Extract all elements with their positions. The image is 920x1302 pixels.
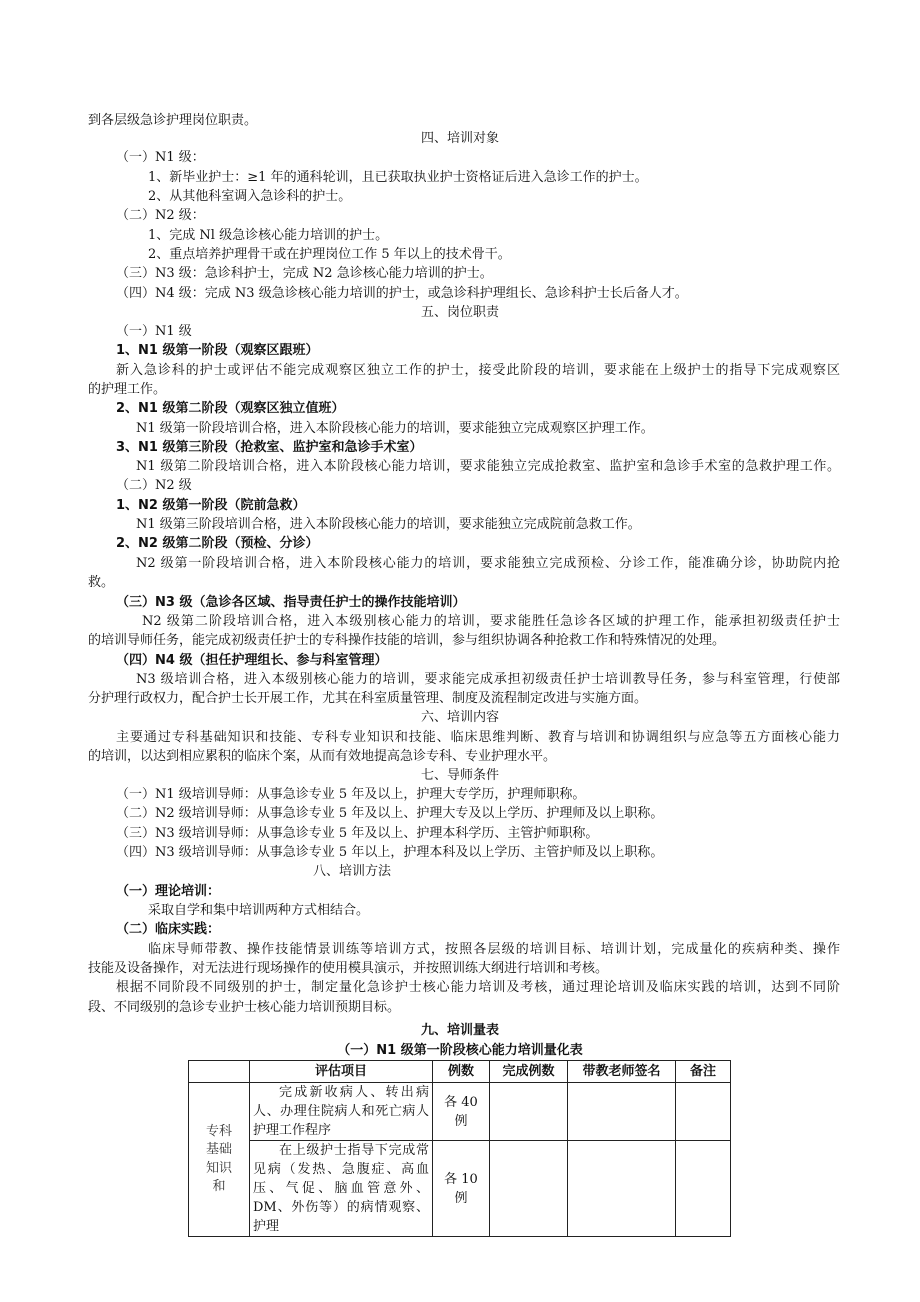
table-title: （一）N1 级第一阶段核心能力培训量化表 [337,1043,583,1058]
item-cell: 完成新收病人、转出病人、办理住院病人和死亡病人护理工作程序 [250,1083,433,1141]
paragraph-line: 段、不同级别的急诊专业护士核心能力培训预期目标。 [88,1000,401,1015]
section-heading: 七、导师条件 [420,768,499,783]
note-cell[interactable] [676,1141,731,1237]
paragraph-line: N2 级第二阶段培训合格，进入本级别核心能力的培训，要求能胜任急诊各区域的护理工作，能承担初级责任护士 [142,614,840,629]
paragraph-line: N1 级第二阶段培训合格，进入本阶段核心能力培训，要求能独立完成抢救室、监护室和急诊手术室的急救护理工作。 [136,459,840,474]
paragraph-line: N3 级培训合格，进入本级别核心能力的培训，要求能完成承担初级责任护士培训教导任务，参与科室管理，行使部 [136,672,840,687]
bold-heading: 2、N2 级第二阶段（预检、分诊） [116,536,319,551]
list-item: 2、从其他科室调入急诊科的护士。 [148,189,352,204]
list-item: 2、重点培养护理骨干或在护理岗位工作 5 年以上的技术骨干。 [148,247,511,262]
list-item: （三）N3 级培训导师：从事急诊专业 5 年及以上、护理本科学历、主管护师职称。 [116,826,599,841]
paragraph-line: 技能及设备操作，对无法进行现场操作的使用模具演示，并按照训练大纲进行培训和考核。 [88,961,609,976]
bold-heading: 2、N1 级第二阶段（观察区独立值班） [116,401,345,416]
paragraph-line: 临床导师带教、操作技能情景训练等培训方式，按照各层级的培训目标、培训计划，完成量化的疾病种类、操作 [148,942,840,957]
subheading: （二）N2 级 [116,478,192,493]
bold-heading: （三）N3 级（急诊各区域、指导责任护士的操作技能培训） [116,595,466,610]
count-cell: 各 10 例 [433,1141,490,1237]
bold-heading: （一）理论培训： [116,884,221,899]
subheading: （一）N1 级： [116,150,205,165]
list-item: （一）N1 级培训导师：从事急诊专业 5 年及以上，护理大专学历，护理师职称。 [116,787,586,802]
header-note: 备注 [676,1061,731,1083]
header-blank [189,1061,250,1083]
section-heading: 九、培训量表 [420,1023,499,1038]
header-item: 评估项目 [250,1061,433,1083]
table-header-row [189,1061,731,1083]
table-row [189,1083,731,1141]
bold-heading: 1、N2 级第一阶段（院前急救） [116,498,306,513]
item-cell: 在上级护士指导下完成常见病（发热、急腹症、高血压、气促、脑血管意外、DM、外伤等）的病情观察、护理 [250,1141,433,1237]
section-heading: 五、岗位职责 [420,305,499,320]
list-item: （四）N3 级培训导师：从事急诊专业 5 年以上，护理本科及以上学历、主管护师及以上职称。 [116,845,664,860]
paragraph-line: 主要通过专科基础知识和技能、专科专业知识和技能、临床思维判断、教育与培训和协调组织与应急等五方面核心能力 [116,730,840,745]
section-heading: 四、培训对象 [420,131,499,146]
category-cell: 专科基础知识和 [189,1083,250,1237]
paragraph-line: N2 级第一阶段培训合格，进入本阶段核心能力的培训，要求能独立完成预检、分诊工作，能准确分诊，协助院内抢 [136,556,840,571]
bold-heading: （二）临床实践： [116,922,221,937]
list-item: （三）N3 级：急诊科护士，完成 N2 急诊核心能力培训的护士。 [116,266,493,281]
paragraph-line: 采取自学和集中培训两种方式相结合。 [148,903,370,918]
table-row [189,1141,731,1237]
list-item: （二）N2 级培训导师：从事急诊专业 5 年及以上、护理大专及以上学历、护理师及以上职称。 [116,806,664,821]
paragraph-line: N1 级第三阶段培训合格，进入本阶段核心能力的培训，要求能独立完成院前急救工作。 [136,517,641,532]
paragraph-line: 到各层级急诊护理岗位职责。 [88,113,258,128]
header-signature: 带教老师签名 [568,1061,676,1083]
paragraph-line: 的培训，以达到相应累积的临床个案，从而有效地提高急诊专科、专业护理水平。 [88,749,557,764]
bold-heading: 3、N1 级第三阶段（抢救室、监护室和急诊手术室） [116,440,423,455]
count-cell: 各 40 例 [433,1083,490,1141]
paragraph-line: 的培训导师任务，能完成初级责任护士的专科操作技能的培训，参与组织协调各种抢救工作和特殊情况的处理。 [88,633,726,648]
list-item: （四）N4 级：完成 N3 级急诊核心能力培训的护士，或急诊科护理组长、急诊科护士长后备人才。 [116,286,688,301]
list-item: 1、完成 Nl 级急诊核心能力培训的护士。 [148,228,389,243]
header-done: 完成例数 [490,1061,568,1083]
paragraph-line: 救。 [88,575,115,590]
paragraph-line: 的护理工作。 [88,382,167,397]
paragraph-line: 根据不同阶段不同级别的护士，制定量化急诊护士核心能力培训及考核，通过理论培训及临床实践的培训，达到不同阶 [116,980,840,995]
header-count: 例数 [433,1061,490,1083]
section-heading: 六、培训内容 [420,710,499,725]
done-cell[interactable] [490,1083,568,1141]
done-cell[interactable] [490,1141,568,1237]
signature-cell[interactable] [568,1141,676,1237]
section-heading: 八、培训方法 [313,864,392,879]
paragraph-line: 新入急诊科的护士或评估不能完成观察区独立工作的护士，接受此阶段的培训，要求能在上级护士的指导下完成观察区 [116,363,840,378]
paragraph-line: N1 级第一阶段培训合格，进入本阶段核心能力的培训，要求能独立完成观察区护理工作。 [136,421,654,436]
subheading: （二）N2 级： [116,208,205,223]
note-cell[interactable] [676,1083,731,1141]
list-item: 1、新毕业护士：≥1 年的通科轮训，且已获取执业护士资格证后进入急诊工作的护士。 [148,170,648,185]
paragraph-line: 分护理行政权力，配合护士长开展工作，尤其在科室质量管理、制度及流程制定改进与实施方面。 [88,691,648,706]
training-table [188,1060,731,1237]
bold-heading: （四）N4 级（担任护理组长、参与科室管理） [116,653,388,668]
signature-cell[interactable] [568,1083,676,1141]
bold-heading: 1、N1 级第一阶段（观察区跟班） [116,343,319,358]
subheading: （一）N1 级 [116,324,192,339]
